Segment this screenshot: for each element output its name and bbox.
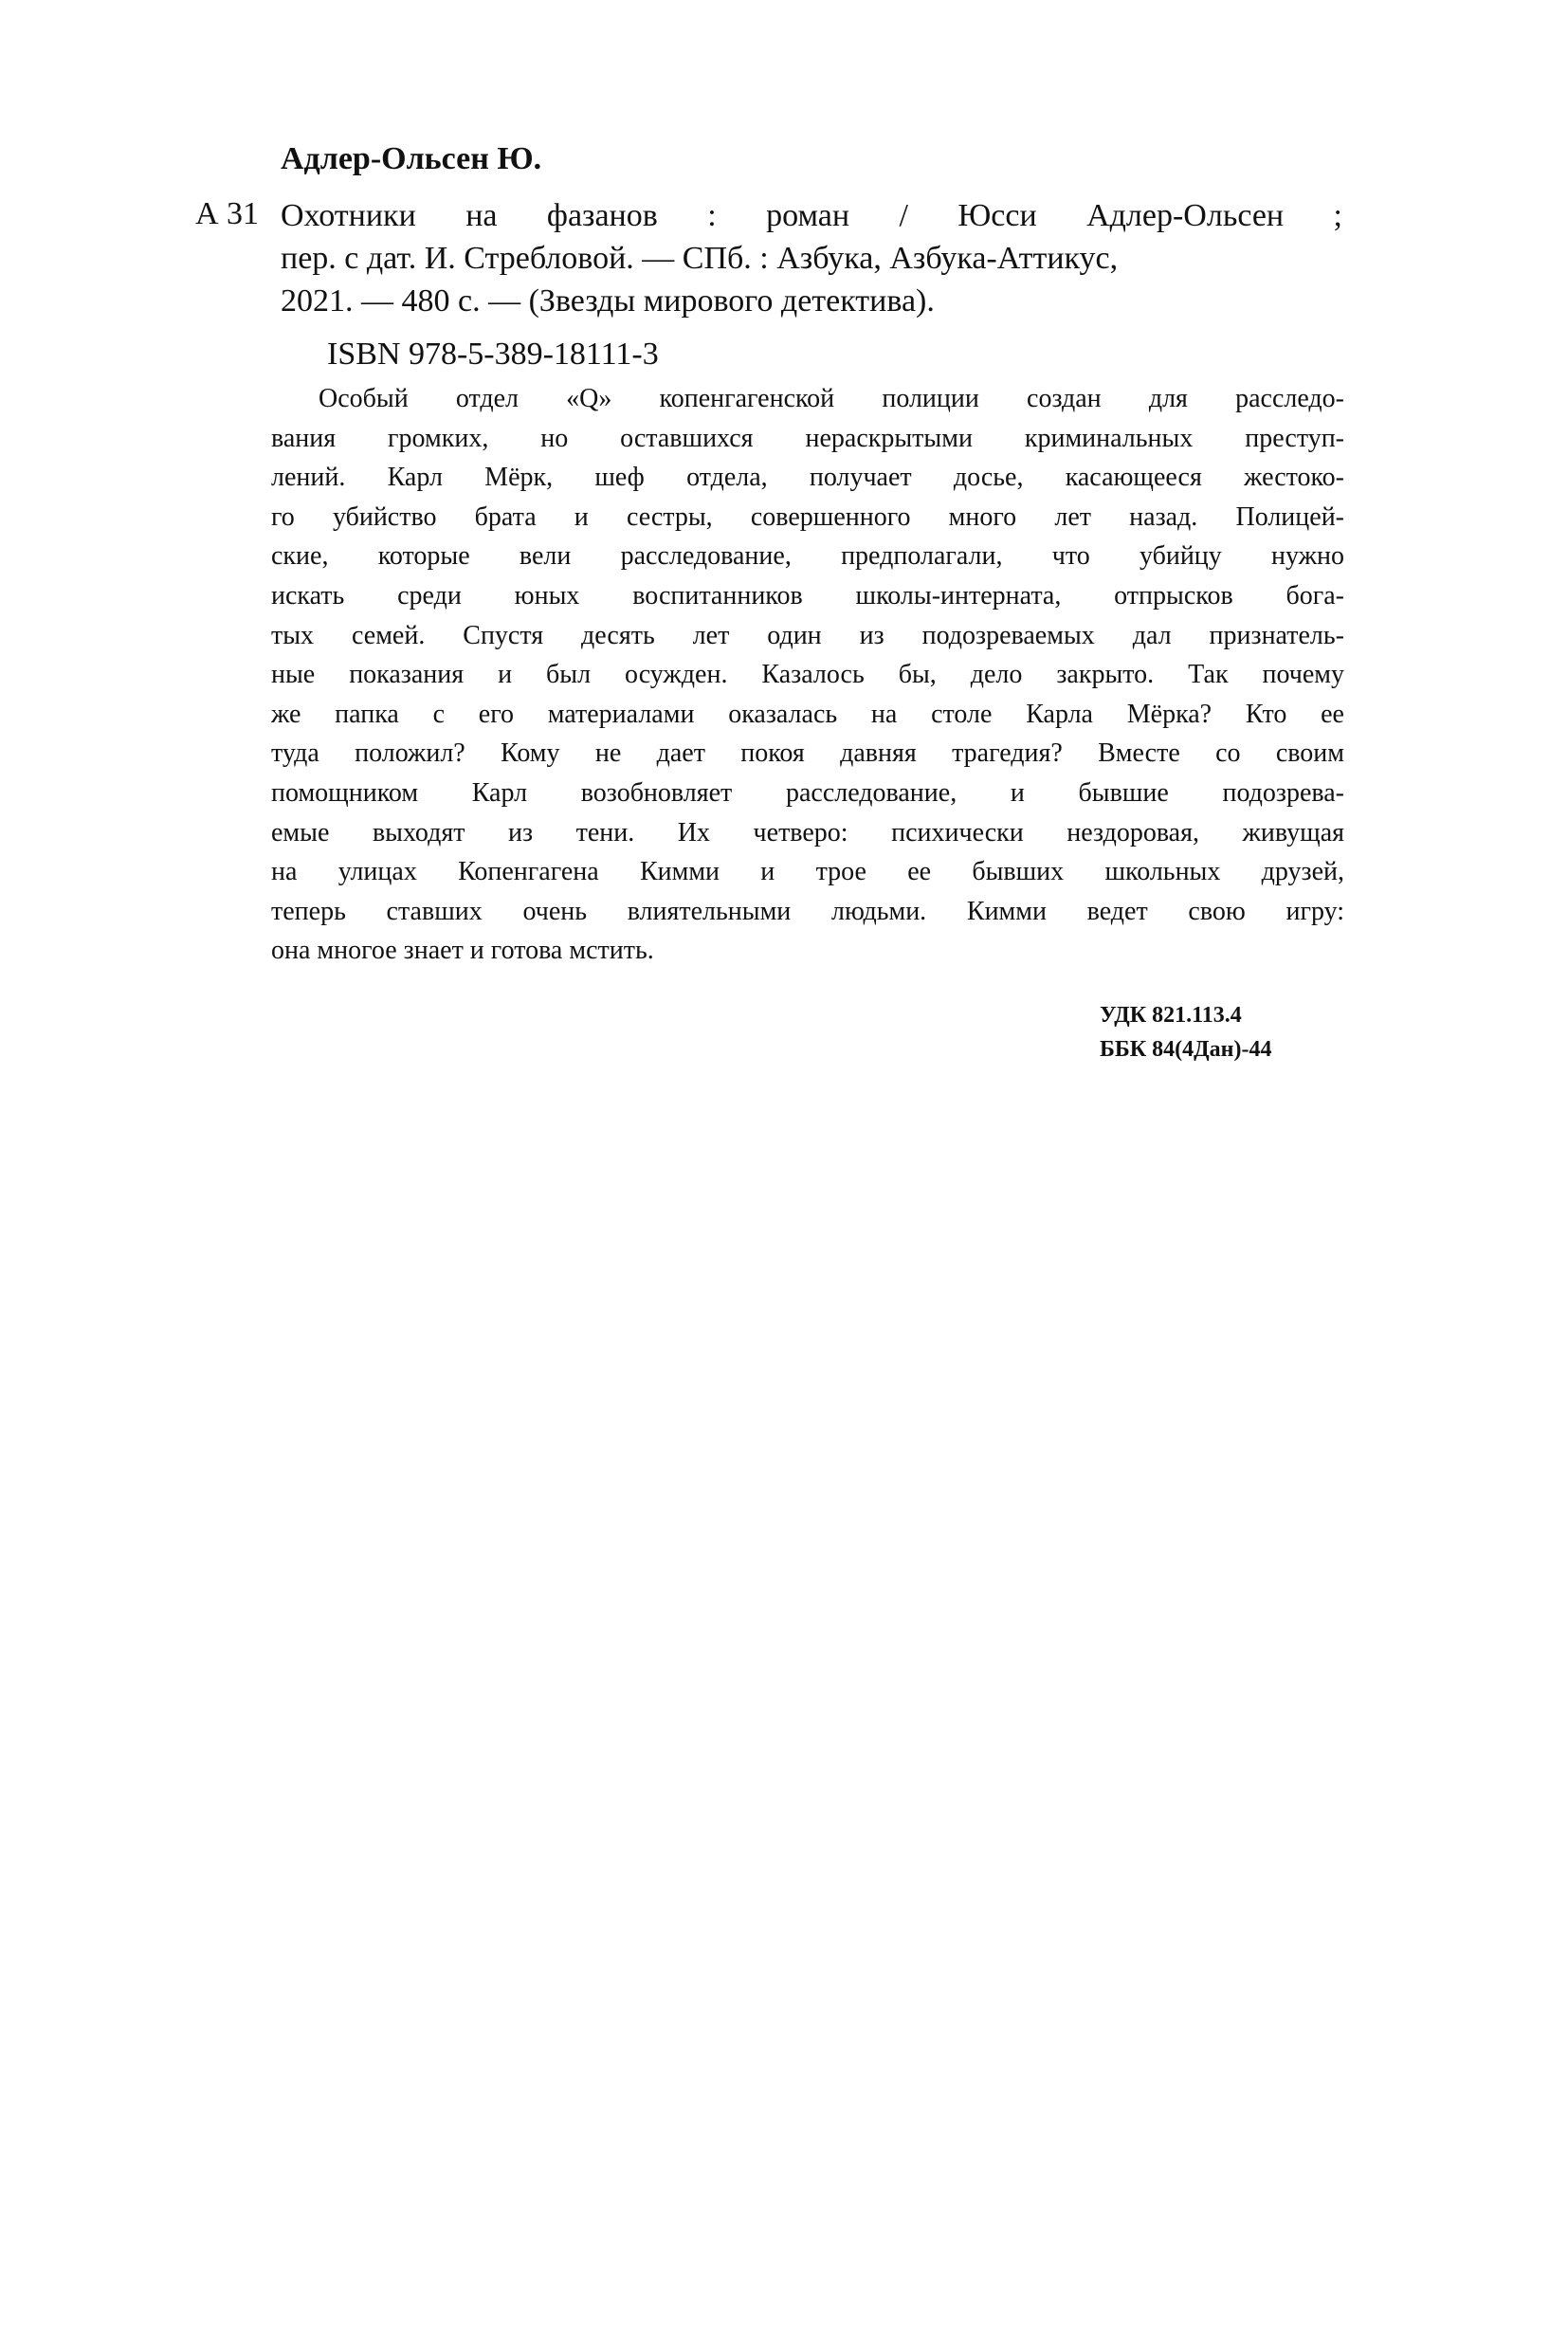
annotation-line: вания громких, но оставшихся нераскрытыми криминальных преступ- — [271, 423, 1344, 453]
annotation-line: ские, которые вели расследование, предполагали, что убийцу нужно — [271, 541, 1344, 572]
annotation-line: искать среди юных воспитанников школы-интерната, отпрысков бога- — [271, 580, 1344, 611]
bib-line: Охотники на фазанов : роман / Юсси Адлер-Ольсен ; — [281, 198, 1342, 233]
author-heading: Адлер-Ольсен Ю. — [281, 141, 542, 176]
annotation-line: тых семей. Спустя десять лет один из подозреваемых дал признатель- — [271, 620, 1344, 650]
catalog-code: А 31 — [195, 196, 260, 231]
annotation-line: же папка с его материалами оказалась на столе Карла Мёрка? Кто ее — [271, 699, 1344, 729]
annotation-line: го убийство брата и сестры, совершенного много лет назад. Полицей- — [271, 501, 1344, 532]
isbn: ISBN 978-5-389-18111-3 — [327, 337, 659, 372]
annotation-line: теперь ставших очень влиятельными людьми. Кимми ведет свою игру: — [271, 896, 1344, 926]
bbk-code: ББК 84(4Дан)-44 — [1100, 1037, 1272, 1062]
bib-line: пер. с дат. И. Стребловой. — СПб. : Азбука, Азбука-Аттикус, — [281, 241, 1119, 276]
annotation-line: туда положил? Кому не дает покоя давняя трагедия? Вместе со своим — [271, 738, 1344, 769]
bibliographic-description — [281, 194, 1342, 322]
classification-codes — [1100, 998, 1271, 1066]
bib-line: 2021. — 480 с. — (Звезды мирового детектива). — [281, 283, 935, 319]
annotation-line: на улицах Копенгагена Кимми и трое ее бывших школьных друзей, — [271, 857, 1344, 887]
annotation — [271, 379, 1344, 971]
annotation-line: ные показания и был осужден. Казалось бы, дело закрыто. Так почему — [271, 660, 1344, 690]
annotation-line: емые выходят из тени. Их четверо: психически нездоровая, живущая — [271, 817, 1344, 847]
udc-code: УДК 821.113.4 — [1100, 1003, 1242, 1028]
annotation-line: лений. Карл Мёрк, шеф отдела, получает досье, касающееся жестоко- — [271, 463, 1344, 493]
annotation-line: Особый отдел «Q» копенгагенской полиции создан для расследо- — [319, 384, 1344, 413]
annotation-line: она многое знает и готова мстить. — [271, 936, 654, 966]
annotation-line: помощником Карл возобновляет расследование, и бывшие подозрева- — [271, 777, 1344, 808]
